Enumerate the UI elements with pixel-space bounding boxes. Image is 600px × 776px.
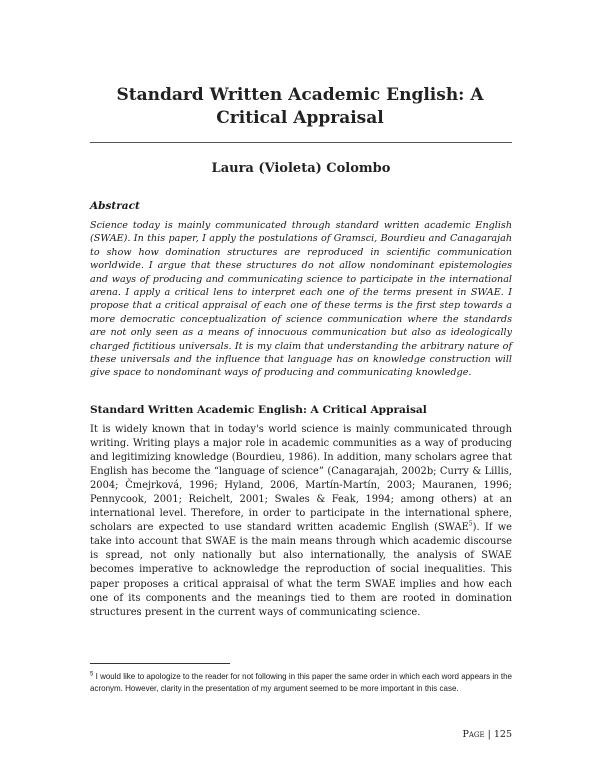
footnote-text: I would like to apologize to the reader for not following in this paper the same order in which each word appears in the acronym. However, clarity in the presentation of my argument seemed to be more important in this case.	[90, 672, 512, 693]
body-text-part-1: It is widely known that in today's world science is mainly communicated through writing. Writing plays a major role in academic communities as a way of producing and legitimizing knowledge (Bourdieu, 1986). In addition, many scholars agree that English has become the “language of science” (Canagarajah, 2002b; Curry & Lillis, 2004; Čmejrková, 1996; Hyland, 2006, Martín-Martín, 2003; Mauranen, 1996; Pennycook, 2001; Reichelt, 2001; Swales & Feak, 1994; among others) at an international level. Therefore, in order to participate in the international sphere, scholars are expected to use standard written academic English (SWAE	[90, 424, 512, 534]
title-divider	[90, 142, 512, 143]
paper-title: Standard Written Academic English: A Critical Appraisal	[116, 85, 484, 128]
abstract-text: Science today is mainly communicated through standard written academic English (SWAE). In this paper, I apply the postulations of Gramsci, Bourdieu and Canagarajah to show how domination structures are reproduced in scientific communication worldwide. I argue that these structures do not allow nondominant epistemologies and ways of producing and communicating science to participate in the international arena. I apply a critical lens to interpret each one of the terms present in SWAE. I propose that a critical appraisal of each one of these terms is the first step towards a more democratic conceptualization of science communication where the standards are not only seen as a means of innocuous communication but also as ideologically charged fictitious universals. It is my claim that understanding the arbitrary nature of these universals and the influence that language has on knowledge construction will give space to nondominant ways of producing and communicating knowledge.	[90, 220, 512, 379]
page-number: Page | 125	[462, 729, 512, 740]
footnote	[90, 671, 512, 695]
abstract-heading: Abstract	[90, 200, 140, 212]
section-heading: Standard Written Academic English: A Critical Appraisal	[90, 404, 427, 416]
body-paragraph	[90, 423, 512, 620]
footnote-divider	[90, 663, 230, 664]
footnote-marker: 5	[90, 671, 94, 678]
body-text-part-2: ). If we take into account that SWAE is the main means through which academic discourse is spread, not only nationally but also internationally, the analysis of SWAE becomes imperative to acknowledge the reproduction of social inequalities. This paper proposes a critical appraisal of what the term SWAE implies and how each one of its components and the meanings tied to them are rooted in domination structures present in the current ways of communicating science.	[90, 522, 512, 618]
author-name: Laura (Violeta) Colombo	[211, 161, 391, 176]
footnote-reference: 5	[468, 521, 473, 529]
